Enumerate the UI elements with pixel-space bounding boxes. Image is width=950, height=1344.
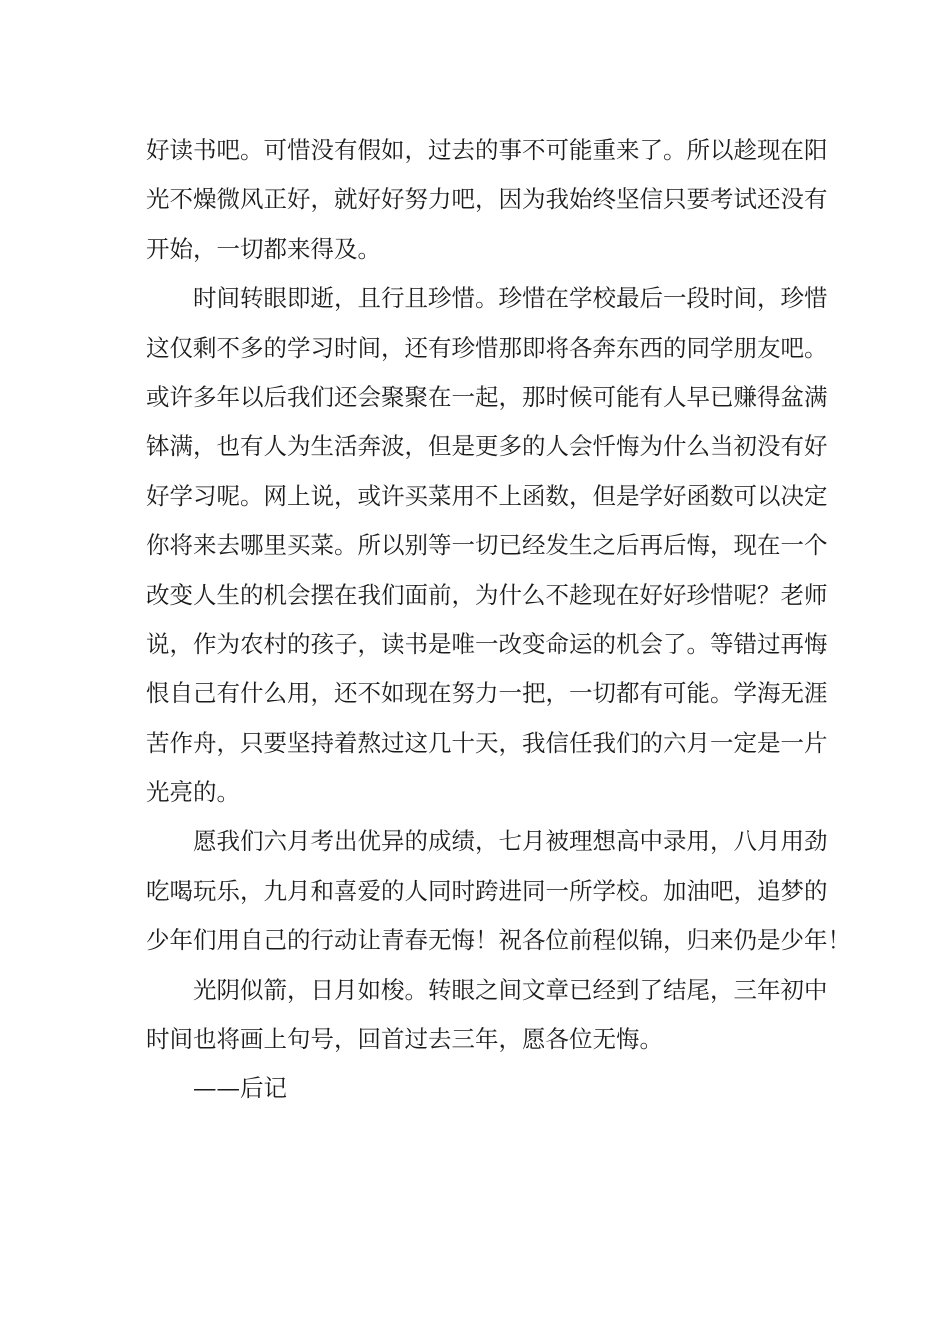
text-line: 或许多年以后我们还会聚聚在一起，那时候可能有人早已赚得盆满 [146,382,828,411]
text-line: 恨自己有什么用，还不如现在努力一把，一切都有可能。学海无涯 [146,679,828,708]
text-line: 这仅剩不多的学习时间，还有珍惜那即将各奔东西的同学朋友吧。 [146,333,828,362]
text-line: 好读书吧。可惜没有假如，过去的事不可能重来了。所以趁现在阳 [146,136,828,164]
text-line: 你将来去哪里买菜。所以别等一切已经发生之后再后悔，现在一个 [146,531,828,560]
paragraph-2 [146,274,828,817]
afterword-signature [146,1064,810,1113]
text-line: 愿我们六月考出优异的成绩，七月被理想高中录用，八月用劲 [193,827,828,856]
text-line: 吃喝玩乐，九月和喜爱的人同时跨进同一所学校。加油吧，追梦的 [146,876,828,905]
text-line: 光阴似箭，日月如梭。转眼之间文章已经到了结尾，三年初中 [193,975,828,1004]
paragraph-1 [146,126,828,274]
text-line: 钵满，也有人为生活奔波，但是更多的人会忏悔为什么当初没有好 [146,432,828,461]
document-body [146,126,851,1114]
paragraph-3 [146,817,851,965]
text-line: 光不燥微风正好，就好好努力吧，因为我始终坚信只要考试还没有 [146,185,828,214]
paragraph-4 [146,966,828,1065]
text-line: 光亮的。 [146,778,240,807]
text-line: 苦作舟，只要坚持着熬过这几十天，我信任我们的六月一定是一片 [146,728,828,757]
text-line: 改变人生的机会摆在我们面前，为什么不趁现在好好珍惜呢？老师 [146,580,828,609]
text-line: 开始，一切都来得及。 [146,234,381,263]
text-line: 少年们用自己的行动让青春无悔！祝各位前程似锦，归来仍是少年！ [146,926,851,955]
text-line: 时间也将画上句号，回首过去三年，愿各位无悔。 [146,1025,663,1054]
text-line: 好学习呢。网上说，或许买菜用不上函数，但是学好函数可以决定 [146,481,828,510]
text-line: 时间转眼即逝，且行且珍惜。珍惜在学校最后一段时间，珍惜 [193,284,828,313]
text-line: ——后记 [193,1074,287,1103]
text-line: 说，作为农村的孩子，读书是唯一改变命运的机会了。等错过再悔 [146,629,828,658]
